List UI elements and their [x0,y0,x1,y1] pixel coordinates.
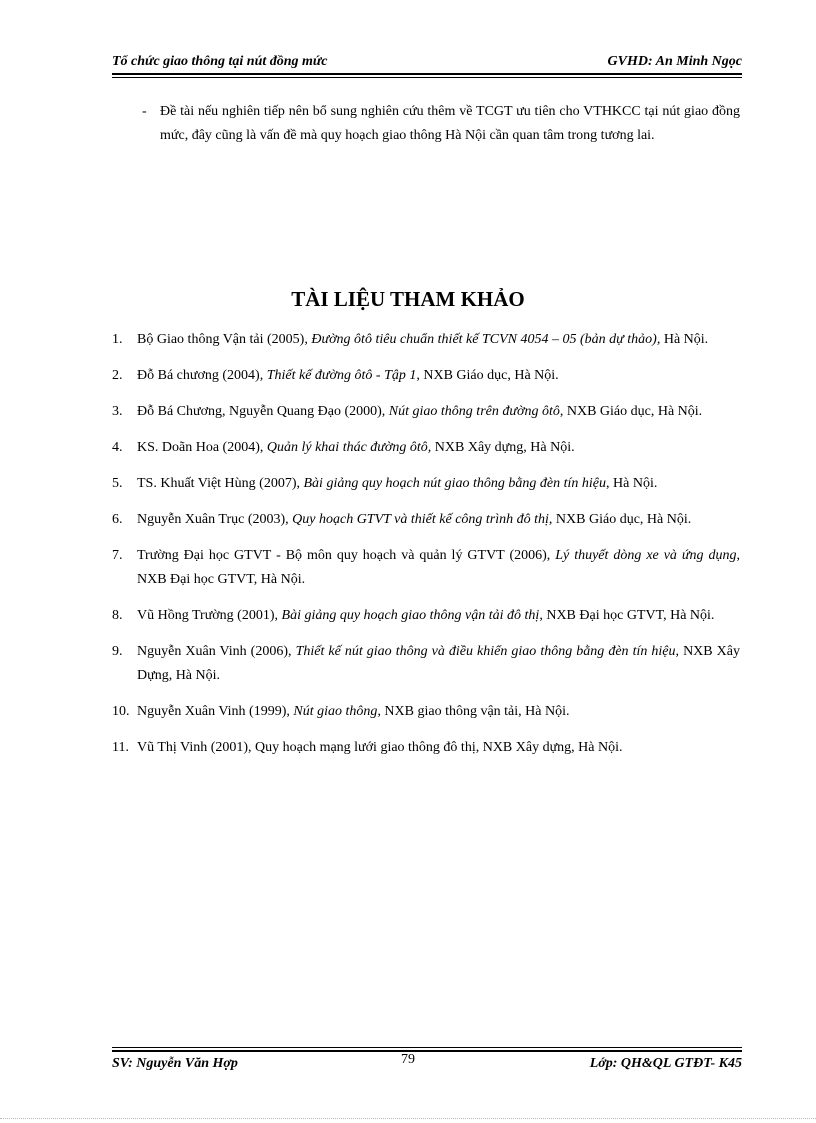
reference-title: Quy hoạch GTVT và thiết kế công trình đô thị [292,512,549,527]
reference-item [112,472,740,496]
reference-number: 5. [112,476,123,491]
reference-author-year: Vũ Thị Vinh (2001), Quy hoạch mạng lưới giao thông đô thị, NXB Xây dựng, Hà Nội. [137,740,623,755]
reference-publisher: , NXB Giáo dục, Hà Nội. [548,512,692,527]
reference-item [112,364,740,388]
reference-author-year: KS. Doãn Hoa (2004), [137,440,267,455]
reference-number: 1. [112,332,123,347]
reference-number: 3. [112,404,123,419]
reference-title: Bài giảng quy hoạch giao thông vận tải đô thị [281,608,540,623]
reference-number: 2. [112,368,123,383]
reference-author-year: Đỗ Bá chương (2004), [137,368,267,383]
reference-author-year: Trường Đại học GTVT - Bộ môn quy hoạch và quản lý GTVT (2006), [137,548,556,563]
reference-number: 9. [112,644,123,659]
reference-publisher: NXB Xây dựng, Hà Nội. [431,440,575,455]
reference-author-year: Bộ Giao thông Vận tải (2005), [137,332,312,347]
reference-number: 6. [112,512,123,527]
reference-item [112,700,740,724]
reference-publisher: Hà Nội. [660,332,709,347]
reference-item [112,736,740,760]
reference-author-year: Đỗ Bá Chương, Nguyễn Quang Đạo (2000), [137,404,389,419]
reference-title: Quản lý khai thác đường ôtô, [266,440,432,455]
reference-item [112,436,740,460]
reference-number: 7. [112,548,123,563]
reference-publisher: , NXB Đại học GTVT, Hà Nội. [539,608,715,623]
reference-item [112,508,740,532]
reference-number: 8. [112,608,123,623]
reference-item [112,328,740,352]
reference-item [112,604,740,628]
reference-author-year: Vũ Hồng Trường (2001), [137,608,282,623]
header-rule-thin [112,77,742,78]
reference-publisher: NXB giao thông vận tải, Hà Nội. [380,704,570,719]
bullet-dash: - [142,104,147,119]
page-number: 79 [401,1052,415,1067]
reference-publisher: , NXB Giáo dục, Hà Nội. [416,368,559,383]
reference-title: Thiết kế đường ôtô - Tập 1 [266,368,417,383]
reference-author-year: Nguyễn Xuân Vinh (2006), [137,644,296,659]
reference-author-year: Nguyễn Xuân Vinh (1999), [137,704,294,719]
header-document-title: Tổ chức giao thông tại nút đồng mức [112,54,328,69]
reference-number: 4. [112,440,123,455]
reference-title: Nút giao thông, [293,704,381,719]
reference-title: Bài giảng quy hoạch nút giao thông bằng đèn tín hiệu [303,476,607,491]
reference-number: 10. [112,704,130,719]
reference-author-year: TS. Khuất Việt Hùng (2007), [137,476,304,491]
header-advisor: GVHD: An Minh Ngọc [607,54,742,69]
reference-list [112,328,740,772]
reference-title: Đường ôtô tiêu chuẩn thiết kế TCVN 4054 – 05 (bản dự thảo), [311,332,661,347]
footer-rule-thin [112,1047,742,1048]
footer-class: Lớp: QH&QL GTĐT- K45 [589,1056,742,1071]
reference-title: Nút giao thông trên đường ôtô [388,404,560,419]
reference-publisher: , NXB Đại học GTVT, Hà Nội. [137,548,740,587]
reference-author-year: Nguyễn Xuân Trục (2003), [137,512,293,527]
reference-title: Lý thuyết dòng xe và ứng dụng [555,548,737,563]
page-header [112,50,742,72]
reference-title: Thiết kế nút giao thông và điều khiển giao thông bằng đèn tín hiệu [295,644,676,659]
header-rule-thick [112,73,742,75]
section-title: TÀI LIỆU THAM KHẢO [291,287,525,311]
bullet-text: Đề tài nếu nghiên tiếp nên bổ sung nghiên cứu thêm về TCGT ưu tiên cho VTHKCC tại nút giao đồng mức, đây cũng là vấn đề mà quy hoạch giao thông Hà Nội cần quan tâm trong tương lai. [160,104,740,143]
page-bottom-dotted-edge [0,1118,816,1119]
reference-item [112,544,740,592]
intro-bullet-paragraph [138,100,740,148]
reference-item [112,400,740,424]
reference-publisher: , NXB Xây Dựng, Hà Nội. [137,644,741,683]
reference-publisher: , NXB Giáo dục, Hà Nội. [559,404,703,419]
reference-item [112,640,740,688]
reference-number: 11. [112,740,129,755]
footer-student: SV: Nguyễn Văn Hợp [112,1056,238,1071]
reference-publisher: , Hà Nội. [606,476,658,491]
